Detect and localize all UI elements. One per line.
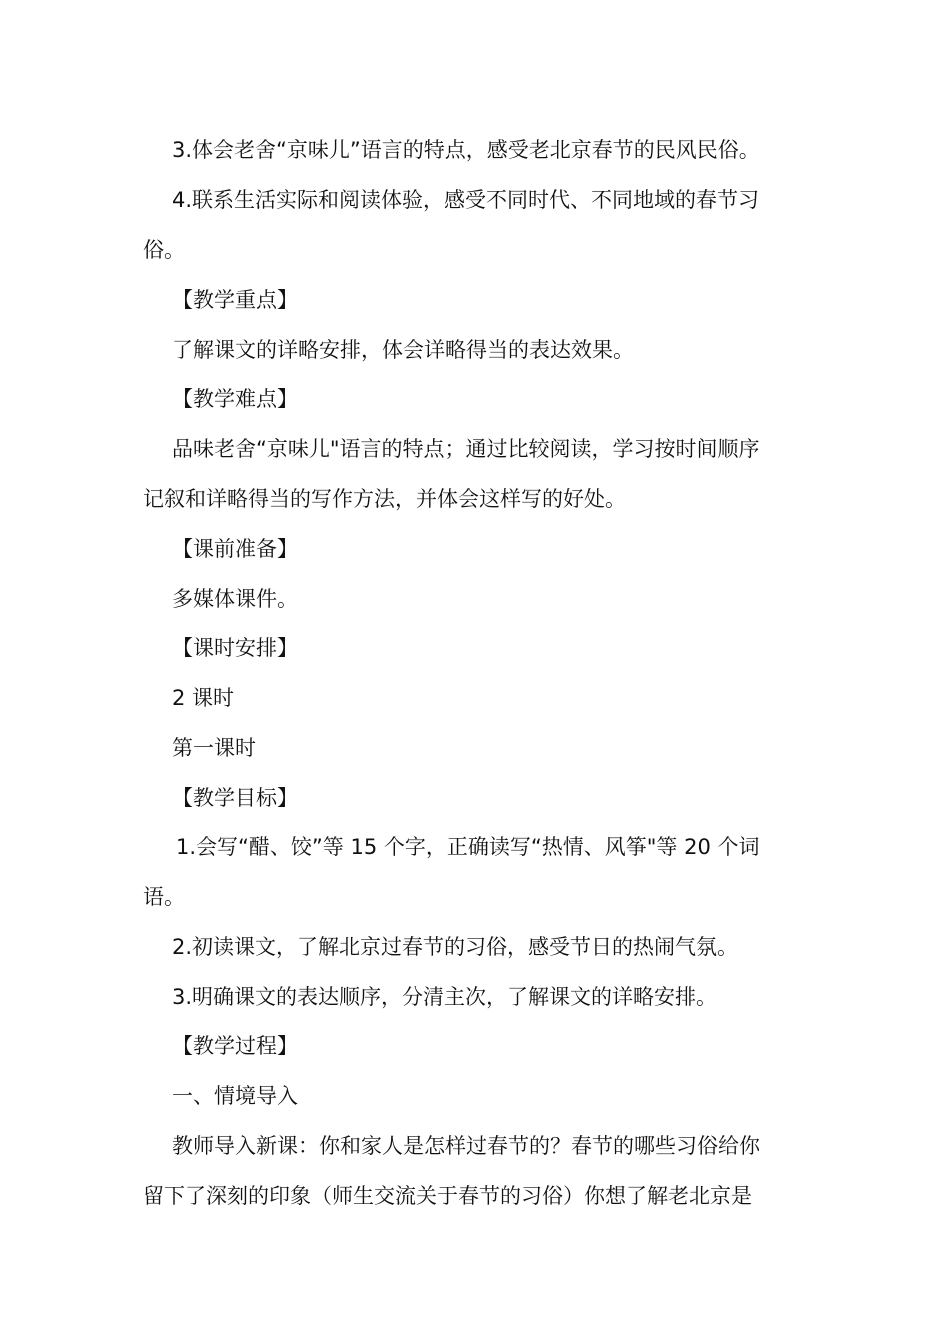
lesson-objective-3: 3.明确课文的表达顺序，分清主次，了解课文的详略安排。 — [172, 985, 718, 1009]
process-step-1-heading: 一、情境导入 — [172, 1084, 298, 1108]
lesson-one-heading: 第一课时 — [172, 736, 256, 760]
objective-3: 3.体会老舍“京味儿”语言的特点，感受老北京春节的民风民俗。 — [172, 138, 760, 162]
section-heading-schedule: 【课时安排】 — [172, 636, 298, 660]
preparation-text: 多媒体课件。 — [172, 587, 298, 611]
section-heading-preparation: 【课前准备】 — [172, 537, 298, 561]
key-points-text: 了解课文的详略安排，体会详略得当的表达效果。 — [172, 338, 634, 362]
lesson-objective-2: 2.初读课文，了解北京过春节的习俗，感受节日的热闹气氛。 — [172, 935, 739, 959]
objective-4-continued: 俗。 — [143, 238, 185, 262]
difficulties-text-continued: 记叙和详略得当的写作方法，并体会这样写的好处。 — [143, 487, 626, 511]
process-intro-text: 教师导入新课：你和家人是怎样过春节的？春节的哪些习俗给你 — [172, 1134, 760, 1158]
process-intro-text-continued: 留下了深刻的印象（师生交流关于春节的习俗）你想了解老北京是 — [143, 1184, 752, 1208]
section-heading-process: 【教学过程】 — [172, 1034, 298, 1058]
section-heading-difficulties: 【教学难点】 — [172, 387, 298, 411]
lesson-objective-1-continued: 语。 — [143, 885, 185, 909]
lesson-objective-1: 1.会写“醋、饺”等 15 个字，正确读写“热情、风筝"等 20 个词 — [176, 835, 760, 859]
objective-4: 4.联系生活实际和阅读体验，感受不同时代、不同地域的春节习 — [172, 188, 760, 212]
section-heading-objectives: 【教学目标】 — [172, 786, 298, 810]
difficulties-text: 品味老舍“京味儿"语言的特点；通过比较阅读，学习按时间顺序 — [172, 437, 760, 461]
schedule-text: 2 课时 — [172, 686, 235, 710]
section-heading-key-points: 【教学重点】 — [172, 288, 298, 312]
